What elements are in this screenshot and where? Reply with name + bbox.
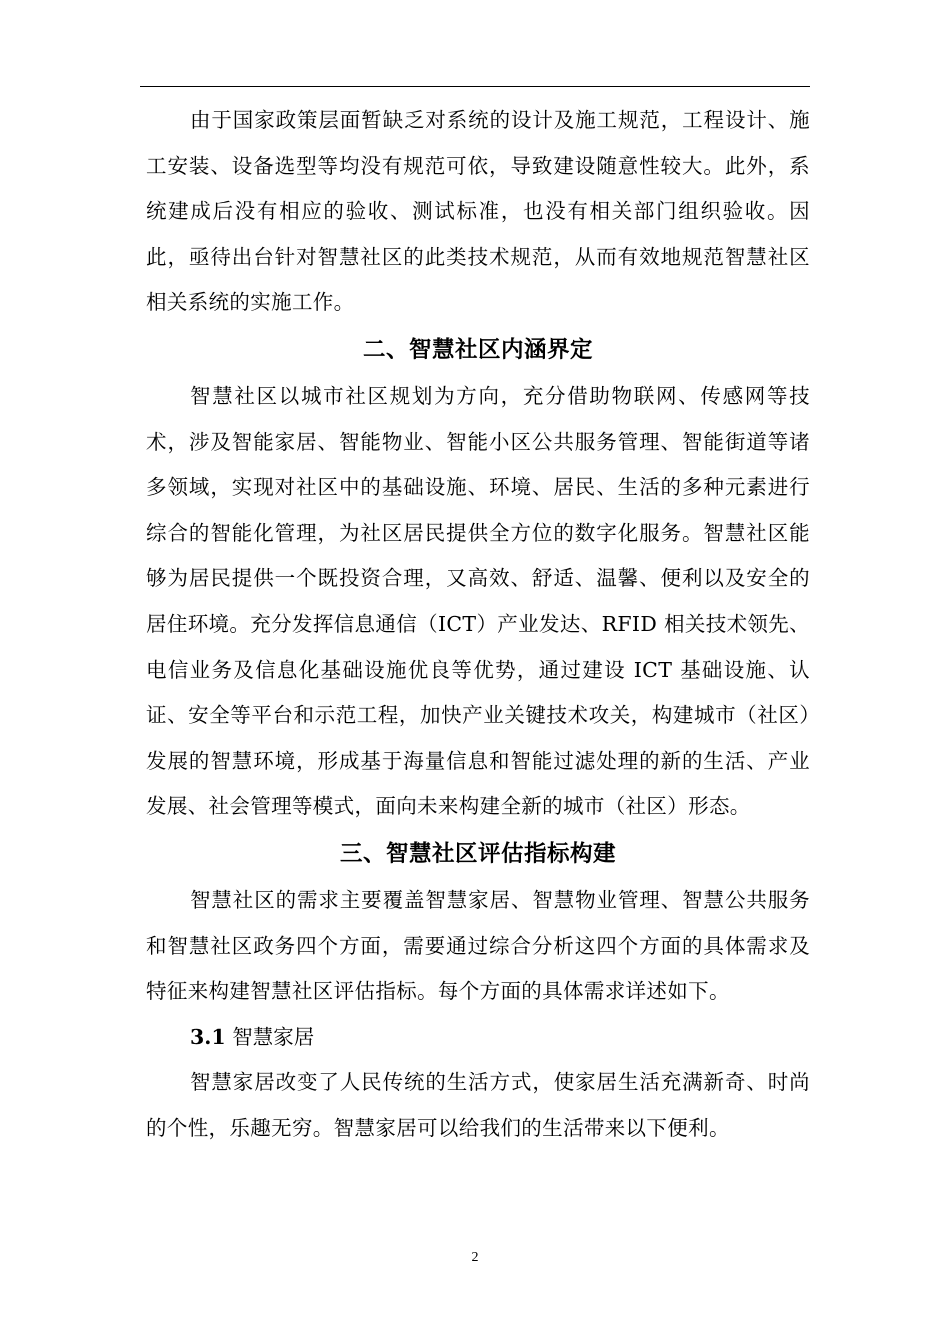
paragraph-smart-home: 智慧家居改变了人民传统的生活方式，使家居生活充满新奇、时尚的个性，乐趣无穷。智慧家居可以给我们的生活带来以下便利。 (146, 1070, 810, 1140)
header-rule (140, 86, 810, 87)
section-heading-definition: 二、智慧社区内涵界定 (362, 336, 593, 363)
subsection-title: 智慧家居 (232, 1024, 315, 1049)
paragraph-indicators: 智慧社区的需求主要覆盖智慧家居、智慧物业管理、智慧公共服务和智慧社区政务四个方面，需要通过综合分析这四个方面的具体需求及特征来构建智慧社区评估指标。每个方面的具体需求详述如下。 (146, 887, 810, 1004)
subsection-heading-smart-home (146, 1015, 810, 1061)
subsection-number: 3.1 (190, 1024, 226, 1049)
page-number: 2 (471, 1250, 479, 1265)
page-body (146, 98, 810, 1151)
paragraph-definition: 智慧社区以城市社区规划为方向，充分借助物联网、传感网等技术，涉及智能家居、智能物业、智能小区公共服务管理、智能街道等诸多领域，实现对社区中的基础设施、环境、居民、生活的多种元素进行综合的智能化管理，为社区居民提供全方位的数字化服务。智慧社区能够为居民提供一个既投资合理，又高效、舒适、温馨、便利以及安全的居住环境。充分发挥信息通信（ICT）产业发达、RFID 相关技术领先、电信业务及信息化基础设施优良等优势，通过建设 ICT 基础设施、认证、安全等平台和示范工程，加快产业关键技术攻关，构建城市（社区）发展的智慧环境，形成基于海量信息和智能过滤处理的新的生活、产业发展、社会管理等模式，面向未来构建全新的城市（社区）形态。 (146, 383, 810, 819)
paragraph-background: 由于国家政策层面暂缺乏对系统的设计及施工规范，工程设计、施工安装、设备选型等均没有规范可依，导致建设随意性较大。此外，系统建成后没有相应的验收、测试标准，也没有相关部门组织验收。因此，亟待出台针对智慧社区的此类技术规范，从而有效地规范智慧社区相关系统的实施工作。 (146, 108, 810, 315)
section-heading-indicators: 三、智慧社区评估指标构建 (339, 840, 616, 867)
